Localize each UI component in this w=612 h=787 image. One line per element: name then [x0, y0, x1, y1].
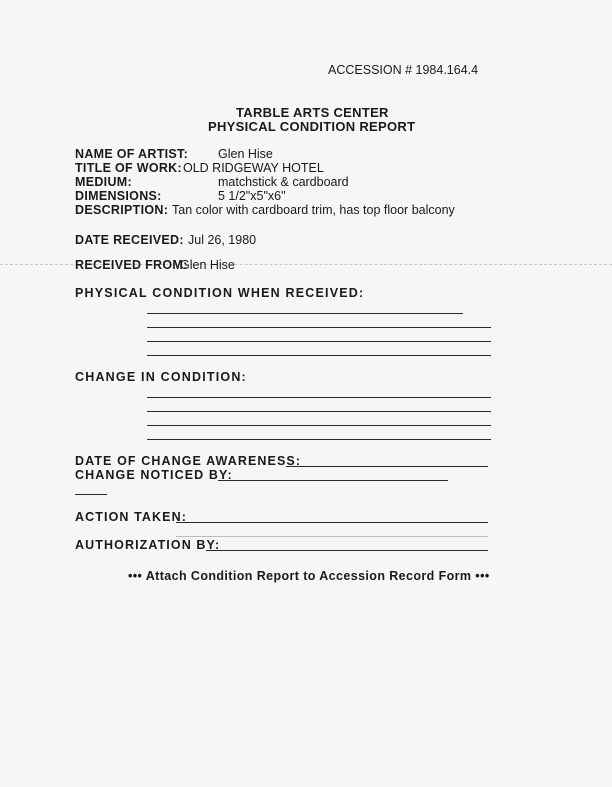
received-from-label: RECEIVED FROM: [75, 258, 188, 272]
dimensions-value: 5 1/2"x5"x6" [218, 189, 286, 203]
artist-label: NAME OF ARTIST: [75, 147, 189, 161]
change-in-condition-heading: CHANGE IN CONDITION: [75, 370, 247, 384]
medium-value: matchstick & cardboard [218, 175, 349, 189]
date-received-value: Jul 26, 1980 [188, 233, 257, 247]
change-condition-line-3[interactable] [147, 425, 491, 426]
title-value: OLD RIDGEWAY HOTEL [183, 161, 324, 175]
dimensions-label: DIMENSIONS: [75, 189, 162, 203]
action-taken-line[interactable] [176, 522, 488, 523]
description-label: DESCRIPTION: [75, 203, 169, 217]
authorization-by-line[interactable] [206, 550, 488, 551]
physical-condition-line-4[interactable] [147, 355, 491, 356]
change-condition-line-1[interactable] [147, 397, 491, 398]
date-of-change-line[interactable] [286, 466, 488, 467]
physical-condition-line-2[interactable] [147, 327, 491, 328]
title-label: TITLE OF WORK: [75, 161, 182, 175]
medium-label: MEDIUM: [75, 175, 132, 189]
received-from-value: Glen Hise [180, 258, 235, 272]
accession-number: ACCESSION # 1984.164.4 [328, 63, 479, 77]
header-organization: TARBLE ARTS CENTER [236, 105, 389, 120]
short-rule [75, 494, 107, 495]
description-value: Tan color with cardboard trim, has top floor balcony [172, 203, 455, 217]
physical-condition-line-1[interactable] [147, 313, 463, 314]
header-report-title: PHYSICAL CONDITION REPORT [208, 119, 416, 134]
change-condition-line-4[interactable] [147, 439, 491, 440]
date-of-change-label: DATE OF CHANGE AWARENESS: [75, 454, 302, 468]
footer-instruction: ••• Attach Condition Report to Accession Record Form ••• [128, 569, 490, 583]
artist-value: Glen Hise [218, 147, 273, 161]
action-taken-label: ACTION TAKEN: [75, 510, 187, 524]
physical-condition-heading: PHYSICAL CONDITION WHEN RECEIVED: [75, 286, 365, 300]
action-taken-faint-line [176, 536, 488, 537]
physical-condition-line-3[interactable] [147, 341, 491, 342]
authorization-by-label: AUTHORIZATION BY: [75, 538, 221, 552]
date-received-label: DATE RECEIVED: [75, 233, 184, 247]
change-condition-line-2[interactable] [147, 411, 491, 412]
change-noticed-by-line[interactable] [218, 480, 448, 481]
change-noticed-by-label: CHANGE NOTICED BY: [75, 468, 233, 482]
